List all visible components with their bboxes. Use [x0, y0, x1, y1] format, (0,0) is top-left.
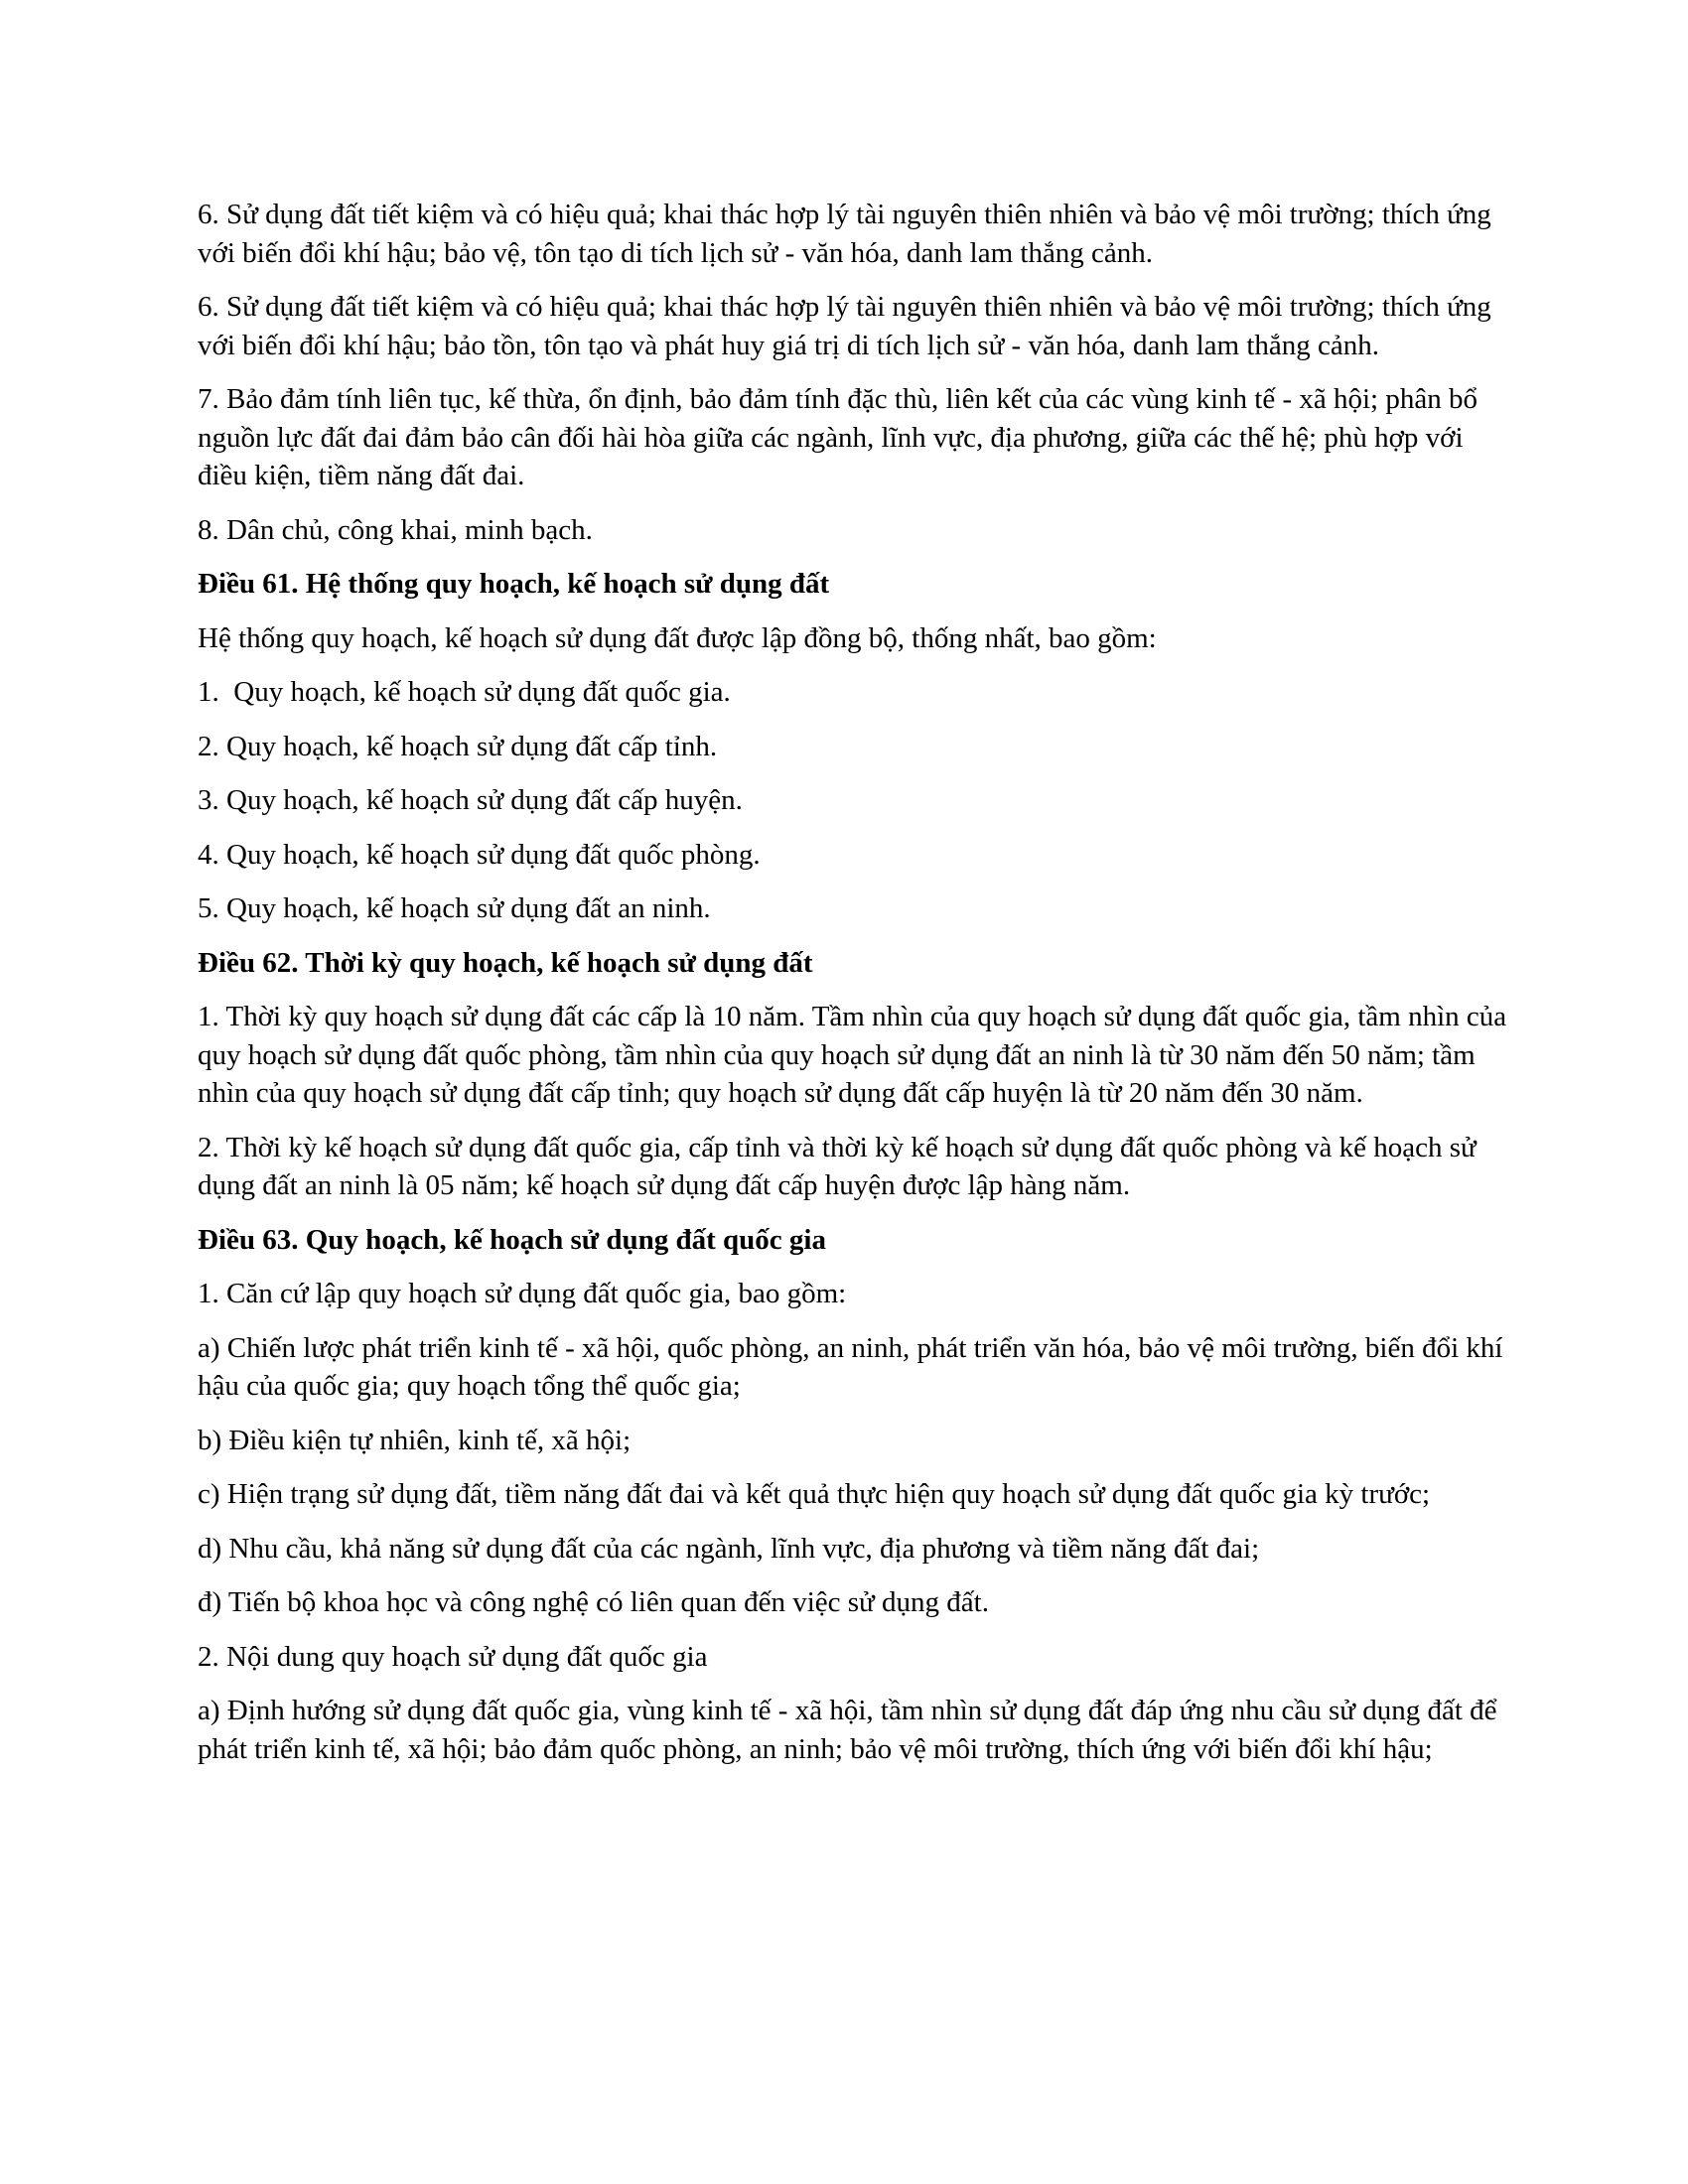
paragraph-article-60-clause-6-new: 6. Sử dụng đất tiết kiệm và có hiệu quả; khai thác hợp lý tài nguyên thiên nhiên và bảo vệ môi trường; thích ứng với biến đổi khí hậu; bảo tồn, tôn tạo và phát huy giá trị di tích lịch sử - văn hóa, danh lam thắng cảnh.: [198, 291, 1491, 361]
paragraph-article-61-item-3: 3. Quy hoạch, kế hoạch sử dụng đất cấp huyện.: [198, 784, 743, 816]
paragraph-article-63-clause-1: 1. Căn cứ lập quy hoạch sử dụng đất quốc gia, bao gồm:: [198, 1278, 847, 1309]
paragraph-article-63-point-b: b) Điều kiện tự nhiên, kinh tế, xã hội;: [198, 1424, 632, 1456]
paragraph-article-62-clause-2: 2. Thời kỳ kế hoạch sử dụng đất quốc gia, cấp tỉnh và thời kỳ kế hoạch sử dụng đất quốc phòng và kế hoạch sử dụng đất an ninh là 05 năm; kế hoạch sử dụng đất cấp huyện được lập hàng năm.: [198, 1131, 1477, 1201]
paragraph-article-63-point-dd: đ) Tiến bộ khoa học và công nghệ có liên quan đến việc sử dụng đất.: [198, 1586, 989, 1618]
paragraph-article-63-clause-2: 2. Nội dung quy hoạch sử dụng đất quốc gia: [198, 1640, 708, 1673]
paragraph-article-61-intro: Hệ thống quy hoạch, kế hoạch sử dụng đất được lập đồng bộ, thống nhất, bao gồm:: [198, 621, 1157, 654]
paragraph-article-60-clause-7: 7. Bảo đảm tính liên tục, kế thừa, ổn định, bảo đảm tính đặc thù, liên kết của các vùng kinh tế - xã hội; phân bổ nguồn lực đất đai đảm bảo cân đối hài hòa giữa các ngành, lĩnh vực, địa phương, giữa các thế hệ; phù hợp với điều kiện, tiềm năng đất đai.: [198, 383, 1477, 491]
paragraph-article-61-item-5: 5. Quy hoạch, kế hoạch sử dụng đất an ninh.: [198, 892, 711, 924]
paragraph-article-61-item-2: 2. Quy hoạch, kế hoạch sử dụng đất cấp tỉnh.: [198, 730, 718, 762]
document-page: [198, 196, 1508, 1784]
paragraph-article-63-clause-2-point-a: a) Định hướng sử dụng đất quốc gia, vùng kinh tế - xã hội, tầm nhìn sử dụng đất đáp ứng nhu cầu sử dụng đất để phát triển kinh tế, xã hội; bảo đảm quốc phòng, an ninh; bảo vệ môi trường, thích ứng với biến đổi khí hậu;: [198, 1695, 1497, 1765]
paragraph-article-61-item-1: 1. Quy hoạch, kế hoạch sử dụng đất quốc gia.: [198, 676, 731, 708]
article-61-heading: Điều 61. Hệ thống quy hoạch, kế hoạch sử dụng đất: [198, 568, 830, 600]
paragraph-article-61-item-4: 4. Quy hoạch, kế hoạch sử dụng đất quốc phòng.: [198, 838, 761, 871]
paragraph-article-60-clause-8: 8. Dân chủ, công khai, minh bạch.: [198, 513, 593, 546]
article-62-heading: Điều 62. Thời kỳ quy hoạch, kế hoạch sử dụng đất: [198, 946, 813, 979]
paragraph-article-63-point-a: a) Chiến lược phát triển kinh tế - xã hội, quốc phòng, an ninh, phát triển văn hóa, bảo vệ môi trường, biến đổi khí hậu của quốc gia; quy hoạch tổng thể quốc gia;: [198, 1331, 1503, 1402]
paragraph-article-63-point-d: d) Nhu cầu, khả năng sử dụng đất của các ngành, lĩnh vực, địa phương và tiềm năng đất đai;: [198, 1532, 1260, 1565]
paragraph-article-63-point-c: c) Hiện trạng sử dụng đất, tiềm năng đất đai và kết quả thực hiện quy hoạch sử dụng đất quốc gia kỳ trước;: [198, 1478, 1431, 1510]
paragraph-article-60-clause-6-old: 6. Sử dụng đất tiết kiệm và có hiệu quả; khai thác hợp lý tài nguyên thiên nhiên và bảo vệ môi trường; thích ứng với biến đổi khí hậu; bảo vệ, tôn tạo di tích lịch sử - văn hóa, danh lam thắng cảnh.: [198, 199, 1491, 269]
paragraph-article-62-clause-1: 1. Thời kỳ quy hoạch sử dụng đất các cấp là 10 năm. Tầm nhìn của quy hoạch sử dụng đất quốc gia, tầm nhìn của quy hoạch sử dụng đất quốc phòng, tầm nhìn của quy hoạch sử dụng đất an ninh là từ 30 năm đến 50 năm; tầm nhìn của quy hoạch sử dụng đất cấp tỉnh; quy hoạch sử dụng đất cấp huyện là từ 20 năm đến 30 năm.: [198, 1001, 1507, 1109]
article-63-heading: Điều 63. Quy hoạch, kế hoạch sử dụng đất quốc gia: [198, 1223, 826, 1256]
